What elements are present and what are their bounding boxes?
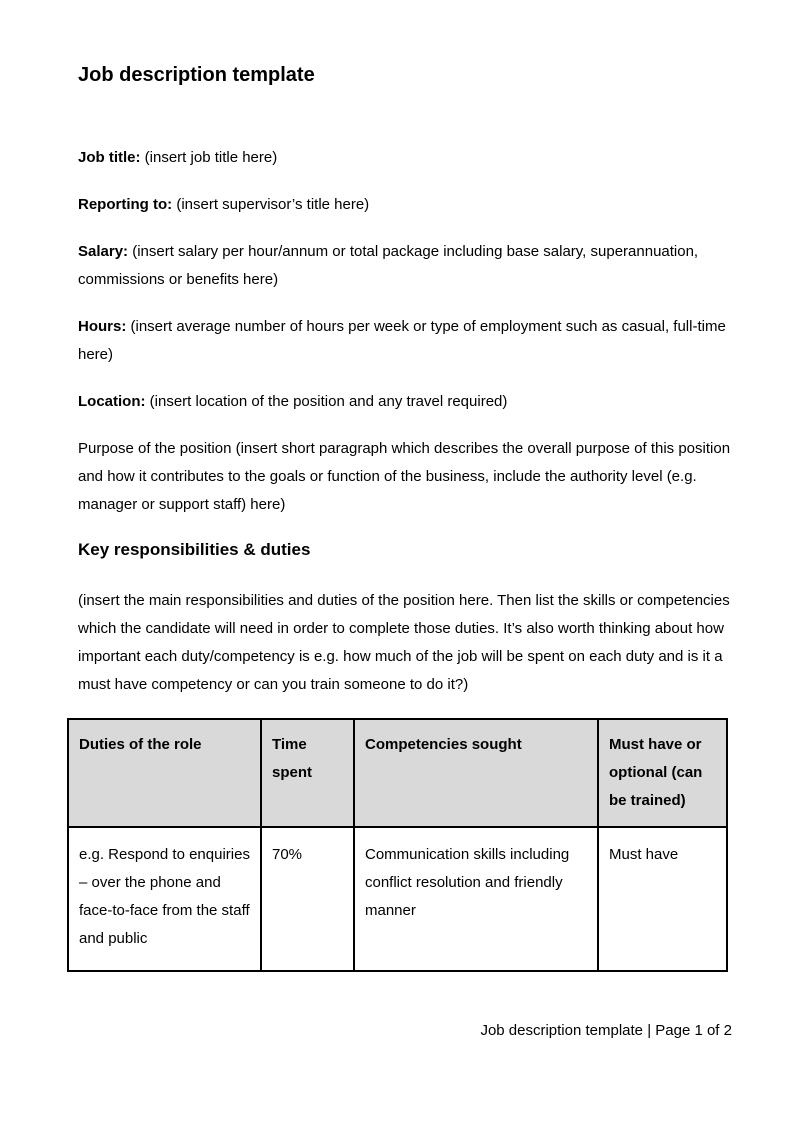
column-header-competencies: Competencies sought [354,719,598,827]
cell-duties: e.g. Respond to enquiries – over the phone and face-to-face from the staff and public [68,827,261,971]
page-title: Job description template [78,64,315,86]
field-job-title-label: Job title: [78,149,141,166]
table-header-row [68,719,727,827]
section-intro-paragraph: (insert the main responsibilities and duties of the position here. Then list the skills or competencies which the candidate will need in order to complete those duties. It’s also worth thinking about how important each duty/competency is e.g. how much of the job will be spent on each duty and is it a must have competency or can you train someone to do it?) [78,592,730,693]
field-salary-value: (insert salary per hour/annum or total package including base salary, superannuation, commissions or benefits here) [78,243,699,288]
field-hours-value: (insert average number of hours per week or type of employment such as casual, full-time here) [78,318,726,363]
field-salary-label: Salary: [78,243,129,260]
page-footer: Job description template | Page 1 of 2 [480,1022,732,1039]
section-heading-key-responsibilities: Key responsibilities & duties [78,540,311,559]
duties-table [67,718,728,972]
field-job-title-value: (insert job title here) [144,149,278,166]
field-location-value: (insert location of the position and any travel required) [149,393,508,410]
cell-must-have: Must have [598,827,727,971]
field-reporting-to [78,191,732,219]
field-hours [78,313,732,369]
field-reporting-to-label: Reporting to: [78,196,173,213]
field-location-label: Location: [78,393,146,410]
column-header-duties: Duties of the role [68,719,261,827]
table-row [68,827,727,971]
column-header-must-have: Must have or optional (can be trained) [598,719,727,827]
cell-competencies: Communication skills including conflict resolution and friendly manner [354,827,598,971]
cell-time-spent: 70% [261,827,354,971]
field-hours-label: Hours: [78,318,127,335]
field-salary [78,238,732,294]
field-location [78,388,732,416]
field-job-title [78,144,732,172]
purpose-paragraph: Purpose of the position (insert short paragraph which describes the overall purpose of this position and how it contributes to the goals or function of the business, include the authority level (e.g. manager or support staff) here) [78,440,731,513]
field-reporting-to-value: (insert supervisor’s title here) [176,196,370,213]
column-header-time-spent: Time spent [261,719,354,827]
